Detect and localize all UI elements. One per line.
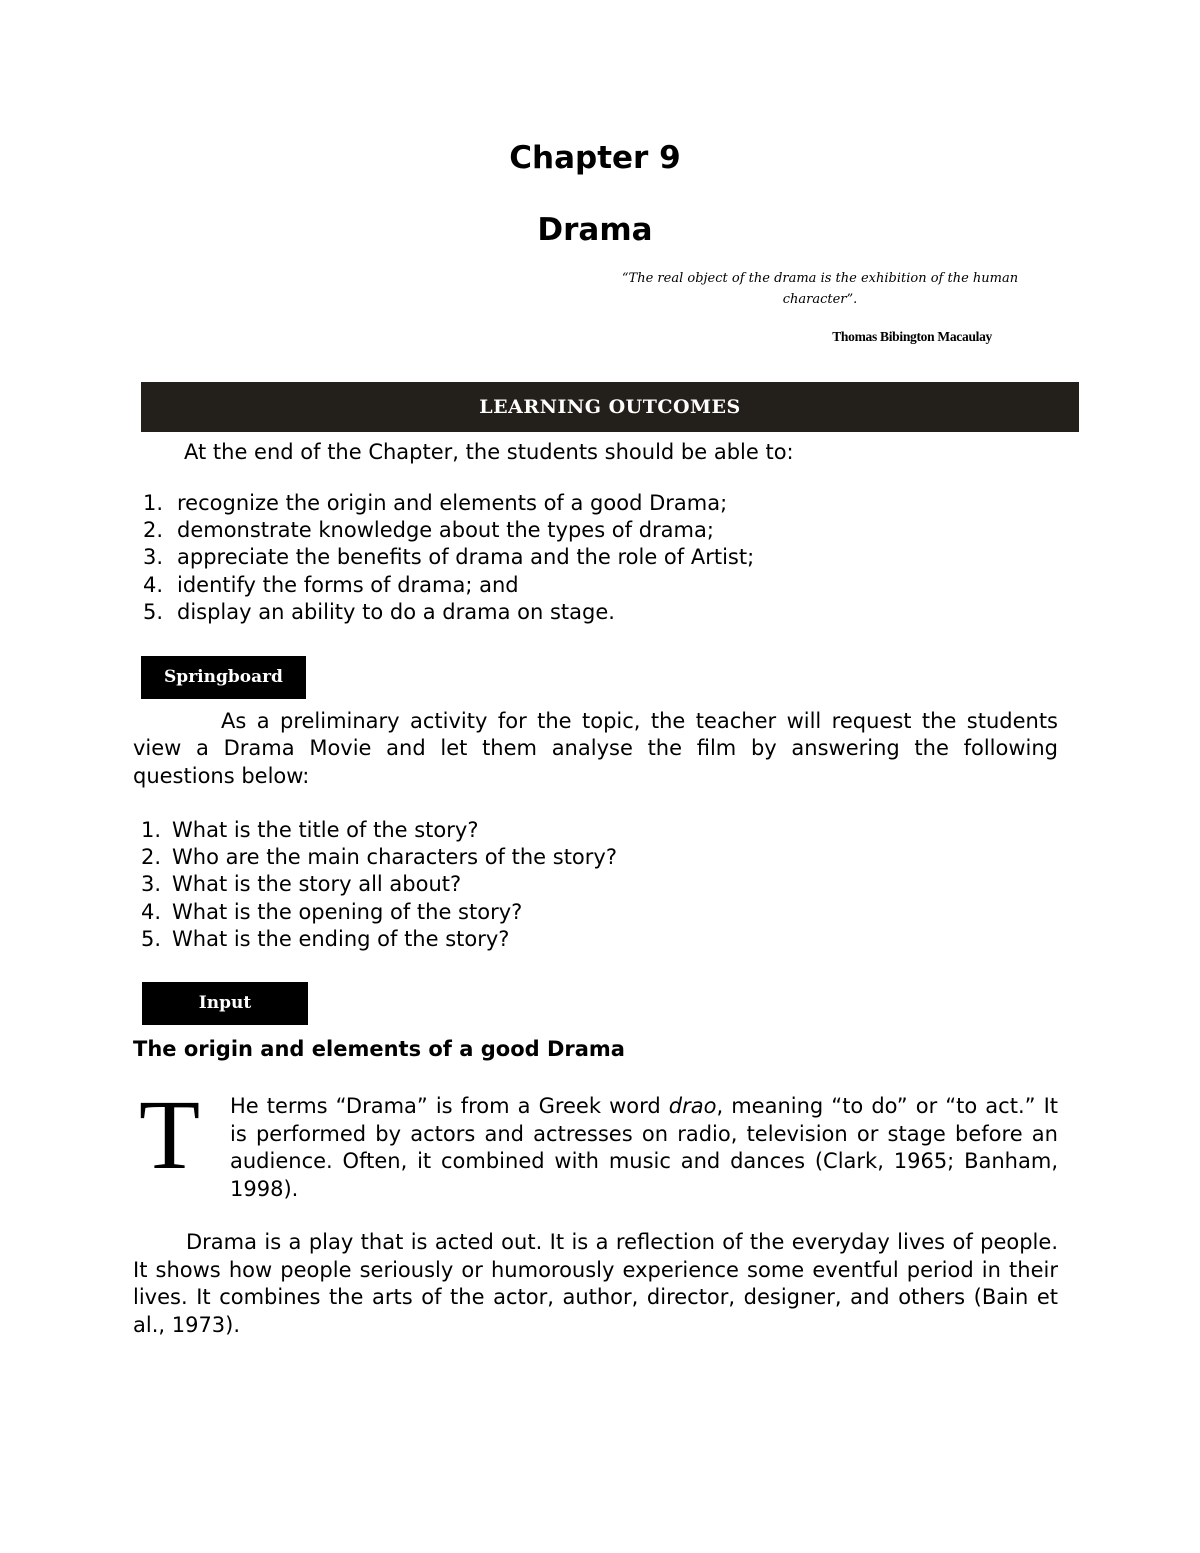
springboard-label: Springboard xyxy=(141,656,306,699)
greek-word: drao xyxy=(668,1094,717,1118)
springboard-paragraph-text: As a preliminary activity for the topic, the teacher will request the students view a Drama Movie and let them analyse the film by answering the following questions below: xyxy=(133,709,1058,788)
list-text: identify the forms of drama; and xyxy=(177,572,519,597)
origin-paragraph-end: , meaning “to do” or “to act.” It is performed by actors and actresses on radio, television or stage before an audience. Often, it combined with music and dances (Clark, 1965; Banham, 1998). xyxy=(230,1094,1059,1201)
origin-paragraph xyxy=(230,1093,1058,1203)
epigraph-quote: “The real object of the drama is the exhibition of the human character”. xyxy=(621,271,1019,307)
section-heading: The origin and elements of a good Drama xyxy=(133,1037,625,1061)
origin-paragraph-start: He terms “Drama” is from a Greek word xyxy=(230,1094,669,1118)
list-text: appreciate the benefits of drama and the role of Artist; xyxy=(177,545,755,570)
list-text: What is the title of the story? xyxy=(172,818,479,842)
list-item xyxy=(141,844,617,871)
chapter-number: Chapter 9 xyxy=(509,140,681,176)
list-number: 5. xyxy=(143,599,164,624)
list-text: What is the story all about? xyxy=(172,872,462,897)
list-text: What is the ending of the story? xyxy=(172,926,510,951)
input-label: Input xyxy=(142,982,308,1025)
list-item xyxy=(141,817,617,844)
chapter-title: Drama xyxy=(537,212,653,248)
learning-outcomes-intro: At the end of the Chapter, the students should be able to: xyxy=(184,440,794,464)
list-number: 4. xyxy=(143,572,164,597)
list-number: 5. xyxy=(141,926,162,951)
definition-paragraph-text: Drama is a play that is acted out. It is a reflection of the everyday lives of people. It shows how people seriously or humorously experience some eventful period in their lives. It combines the arts of the actor, author, director, designer, and others (Bain et al., 1973). xyxy=(133,1230,1058,1337)
list-number: 1. xyxy=(143,491,164,515)
list-number: 3. xyxy=(141,872,162,897)
drop-cap: T xyxy=(139,1079,201,1190)
learning-outcomes-header: LEARNING OUTCOMES xyxy=(141,382,1079,432)
list-text: demonstrate knowledge about the types of drama; xyxy=(177,518,714,543)
list-text: What is the opening of the story? xyxy=(172,899,523,924)
list-item xyxy=(143,572,754,599)
list-text: display an ability to do a drama on stage. xyxy=(177,599,615,624)
list-item xyxy=(141,899,617,926)
list-number: 2. xyxy=(143,518,164,543)
springboard-questions xyxy=(141,817,617,953)
list-item xyxy=(143,544,754,571)
list-text: recognize the origin and elements of a good Drama; xyxy=(177,491,728,515)
list-item xyxy=(143,490,754,517)
definition-paragraph xyxy=(133,1229,1058,1339)
learning-outcomes-list xyxy=(143,490,754,626)
list-item xyxy=(141,871,617,898)
list-item xyxy=(143,599,754,626)
list-item xyxy=(143,517,754,544)
list-item xyxy=(141,926,617,953)
list-text: Who are the main characters of the story? xyxy=(172,845,617,870)
list-number: 2. xyxy=(141,845,162,870)
list-number: 4. xyxy=(141,899,162,924)
epigraph-author: Thomas Bibington Macaulay xyxy=(832,329,992,344)
list-number: 1. xyxy=(141,818,162,842)
springboard-paragraph xyxy=(133,708,1058,790)
list-number: 3. xyxy=(143,545,164,570)
